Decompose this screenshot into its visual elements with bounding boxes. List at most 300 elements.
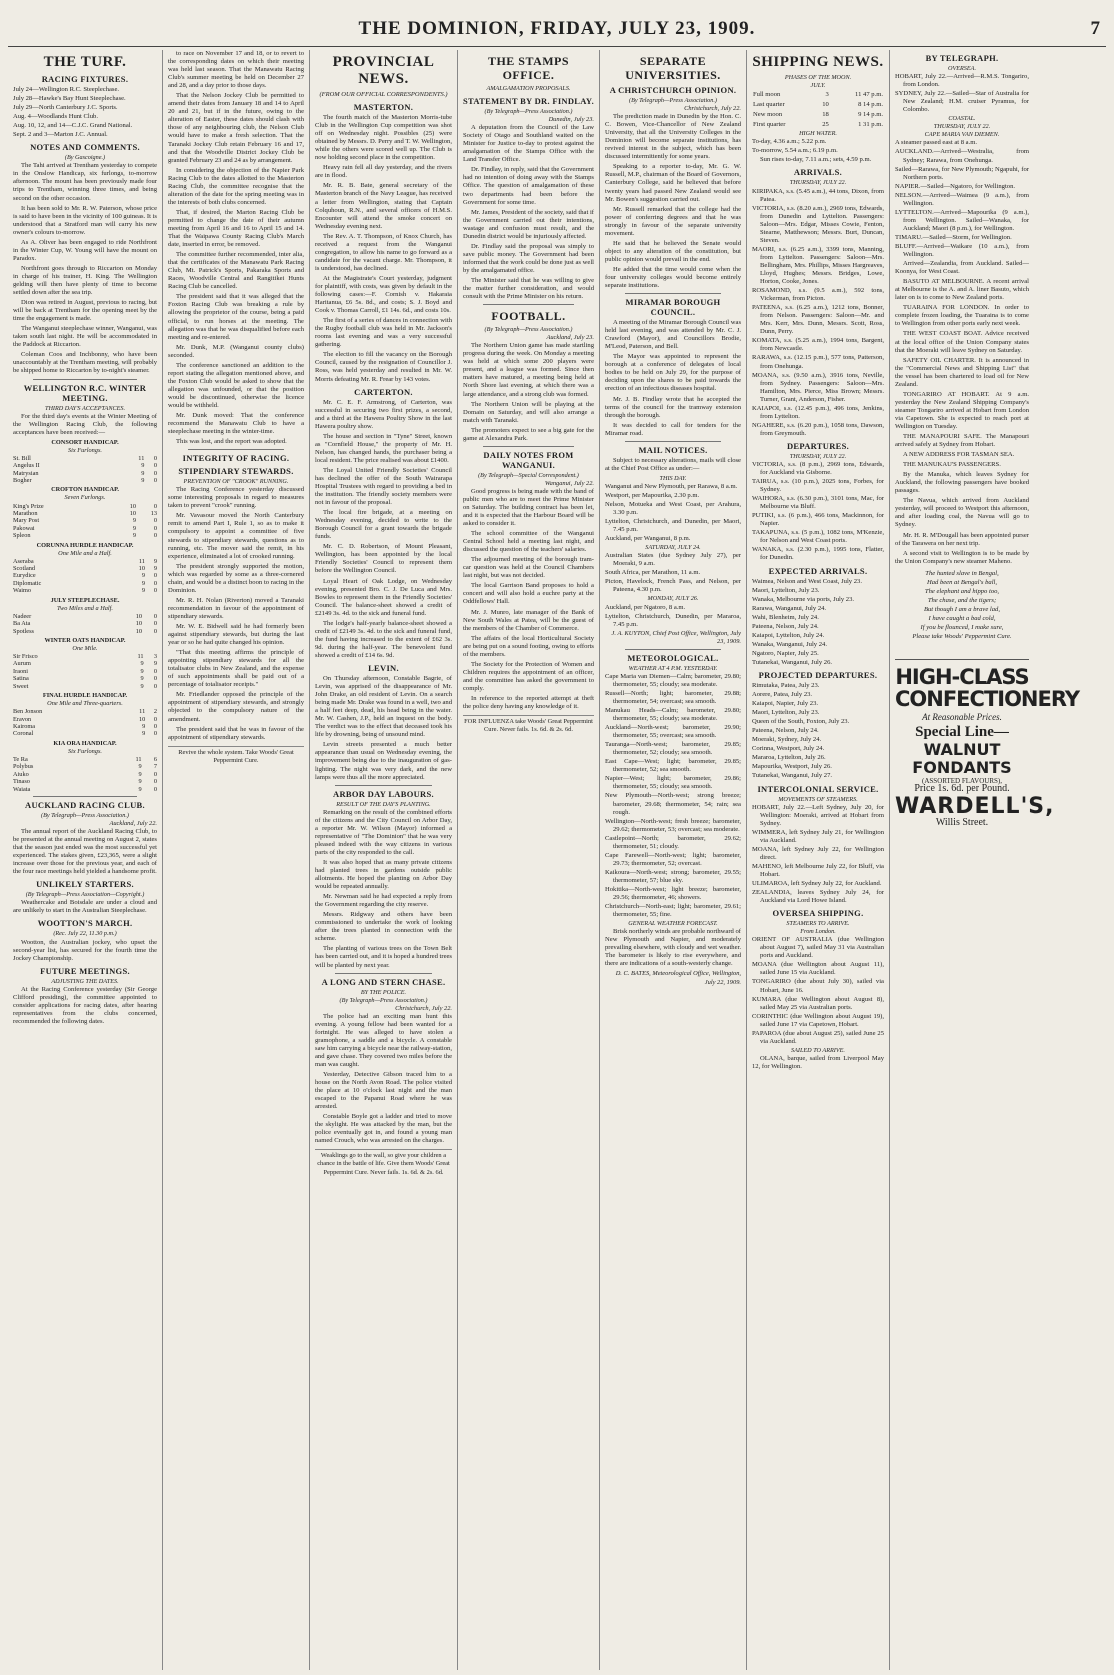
- horse-name: Spleon: [13, 532, 31, 540]
- weather-heading: WEATHER AT 4 P.M. YESTERDAY.: [628, 664, 718, 672]
- paragraph: VICTORIA, s.s. (8 p.m.), 2969 tons, Edwards, for Auckland via Gisborne.: [752, 460, 884, 477]
- paragraph: A NEW ADDRESS FOR TASMAN SEA.: [903, 451, 1015, 459]
- weight-st: 9: [142, 730, 146, 738]
- weight-st: 9: [132, 524, 137, 532]
- intercolonial-list: [752, 804, 884, 906]
- paragraph: Mr. Russell remarked that the college had the power of conferring degrees and that he was strongly in favour of the separate university movement.: [605, 205, 741, 237]
- meteorological-heading: METEOROLOGICAL.: [627, 652, 719, 663]
- horse-name: Spotless: [13, 627, 34, 635]
- masterton-body: [315, 114, 452, 384]
- table-row: [13, 763, 157, 770]
- weight-lb: 0: [153, 477, 157, 484]
- paragraph: Russell—North; light; barometer, 29.88; thermometer, 54; overcast; sea smooth.: [605, 689, 741, 705]
- paragraph: Kaiapoi, Napier, July 23.: [752, 700, 819, 708]
- unlikely-starters-heading: UNLIKELY STARTERS.: [36, 879, 134, 890]
- paragraph: TAIRUA, s.s. (10 p.m.), 2025 tons, Forbes, for Sydney.: [752, 478, 884, 494]
- sailed-text: OLANA, barque, sailed from Liverpool May 12, for Wellington.: [752, 1054, 884, 1070]
- paragraph: Mararoa, Lyttelton, July 26.: [752, 754, 826, 762]
- column-3: [310, 50, 458, 1670]
- paragraph: The Northern Union will be playing at the Domain on Saturday, and will also arrange a match with Taranaki.: [463, 400, 594, 424]
- paragraph: The Minister said that he was willing to give the matter further consideration, and would consult with the Prime Minister on his return.: [463, 276, 594, 301]
- chase-dateline: Christchurch, July 22.: [395, 1004, 452, 1012]
- telegraph-heading: BY TELEGRAPH.: [925, 53, 999, 63]
- shipping-news-items: [895, 260, 1029, 566]
- weight-lb: 0: [153, 675, 157, 683]
- arbor-day-heading: ARBOR DAY LABOURS.: [333, 788, 434, 799]
- table-row: [13, 786, 157, 793]
- table-row: [13, 525, 157, 532]
- paragraph: Dr. Findlay, in reply, said that the Government had no intention of doing away with the Stamps Office. The question of amalgamation of these two departments had been before the Government for some time.: [463, 166, 594, 206]
- paragraph: The election to fill the vacancy on the Borough Council, caused by the resignation of Councillor J. Ross, was held yesterday and resulted in Mr. W. Morris defeating Mr. R. Frear by 143 votes.: [315, 351, 452, 383]
- table-row: [13, 580, 157, 587]
- paragraph: Cape Maria van Diemen—Calm; barometer, 29.80; thermometer, 55; cloudy; sea moderate.: [605, 672, 741, 688]
- weight-lb: 0: [153, 469, 157, 477]
- integrity-heading: INTEGRITY OF RACING.: [182, 453, 290, 464]
- moon-day: 25: [822, 121, 829, 129]
- moon-day: 10: [822, 101, 829, 109]
- moon-heading: PHASES OF THE MOON.: [784, 74, 852, 81]
- arbor-day-sub: RESULT OF THE DAY'S PLANTING.: [336, 800, 431, 808]
- horse-name: Waimo: [13, 587, 32, 595]
- horse-name: Ben Jonson: [13, 708, 43, 716]
- paragraph: A meeting of the Miramar Borough Council was held last evening, and was attended by Mr. C. J. Crawford (Mayor), and Councillors Brodie, M'Leod, Paterson, and Bell.: [605, 319, 742, 351]
- arrivals-date: THURSDAY, JULY 22.: [789, 179, 847, 187]
- table-row: [13, 778, 157, 785]
- paragraph: Dr. Findlay said the proposal was simply to save public money. The Government had been informed that the work could be done just as well by the amalgamated office.: [463, 242, 594, 274]
- paragraph: The local fire brigade, at a meeting on Wednesday evening, decided to write to the Borough Council for a grant towards the brigade funds.: [315, 509, 452, 541]
- ad-assorted-flavours: (ASSORTED FLAVOURS),: [922, 777, 1002, 786]
- paragraph: As A. Oliver has been engaged to ride Northfront in the Winter Cup, W. Young will have the mount on Paradox.: [13, 238, 157, 262]
- race-table: [13, 613, 157, 635]
- paragraph: The planting of various trees on the Town Belt has been carried out, and it is hoped a hundred trees will be planted by next year.: [315, 945, 452, 969]
- paragraph: Aug. 4—Woodlands Hunt Club.: [13, 113, 99, 121]
- paragraph: Maori, Lyttelton, July 23.: [752, 586, 820, 594]
- miramar-body: [605, 319, 741, 438]
- table-row: [13, 620, 157, 627]
- ad-wardells: WARDELL'S,: [895, 794, 1055, 820]
- paragraph: Mr. Vavasour moved the North Canterbury remit to amend Part I, Rule 1, so as to make it compulsory to appoint a committee of five stewards to stipendiary stewards, questions as to running, etc. The mover said the remit, in his experience, eliminated a lot of crooked running.: [168, 512, 304, 560]
- weight-st: 9: [141, 462, 145, 470]
- paragraph: The affairs of the local Horticultural Society are being put on a sound footing, owing to efforts of the members.: [463, 634, 594, 658]
- paragraph: The hunted slave in Bengal,: [925, 569, 999, 577]
- weather-body: [605, 673, 741, 919]
- paragraph: Lyttelton, Christchurch, Dunedin, per Mararoa, 7.45 p.m.: [605, 612, 741, 628]
- race-table: [13, 558, 157, 595]
- weight-lb: 0: [153, 682, 157, 690]
- paragraph: RARAWA, s.s. (12.15 p.m.), 577 tons, Patterson, from Onehunga.: [752, 354, 884, 370]
- paragraph: Aug. 10, 12, and 14—C.J.C. Grand National.: [13, 122, 133, 130]
- paragraph: PUTIKI, s.s. (6 p.m.), 466 tons, Mackinnon, for Napier.: [752, 512, 884, 528]
- paragraph: If you be flounced, I make sure,: [920, 624, 1004, 631]
- moon-phase: Full moon: [753, 91, 781, 99]
- race-name: KIA ORA HANDICAP.: [53, 739, 117, 747]
- paragraph: TAKAPUNA, s.s. (5 p.m.), 1082 tons, M'Kenzie, for Nelson and West Coast ports.: [752, 529, 884, 545]
- horse-name: Matrysian: [13, 469, 39, 477]
- telegraph-oversea: OVERSEA.: [947, 65, 976, 72]
- weight-st: 9: [140, 675, 144, 683]
- oversea-list: [752, 936, 884, 1046]
- stamps-sub: AMALGAMATION PROPOSALS.: [486, 85, 571, 92]
- weight-st: 9: [141, 587, 145, 595]
- horse-name: Kairoma: [13, 723, 36, 730]
- divider: [188, 449, 284, 450]
- paragraph: MOANA, s.s. (9.50 a.m.), 3916 tons, Neville, from Sydney. Passengers: Saloon—Mrs. Hamilton, Mrs. Pierce, Miss Brown; Messrs. Turner, Grant, Anderson, Fisher.: [752, 371, 884, 403]
- masthead: [0, 0, 1114, 40]
- column-6: [747, 50, 890, 1670]
- weight-st: 9: [138, 785, 142, 793]
- paragraph: July 28—Hawke's Bay Hunt Steeplechase.: [13, 95, 126, 103]
- paragraph: It was decided to call for tenders for the Miramar road.: [605, 421, 741, 437]
- paragraph: NELSON.—Arrived—Waimea (9 a.m.), from Wellington.: [895, 191, 1029, 207]
- oversea-sub: STEAMERS TO ARRIVE.: [786, 920, 850, 928]
- weight-st: 9: [132, 517, 137, 525]
- adjusting-dates-text: At the Racing Conference yesterday (Sir George Clifford presiding), the committee appointed to consider applications for racing dates, after hearing representatives from the clubs concerned, recommended the following dates.: [13, 985, 157, 1025]
- paragraph: The Rev. A. T. Thompson, of Knox Church, has received a request from the Wanganui congregation, to allow his name to go forward as a candidate for the vacant charge. Mr. Thompson, it is understood, has declined.: [315, 232, 452, 272]
- wanganui-heading: DAILY NOTES FROM WANGANUI.: [483, 449, 574, 470]
- moon-phase: First quarter: [753, 121, 786, 129]
- winter-meeting-heading: WELLINGTON R.C. WINTER MEETING.: [23, 382, 147, 403]
- departures-list: [752, 461, 884, 563]
- paragraph: Heavy rain fell all day yesterday, and the rivers are in flood.: [315, 164, 452, 180]
- horse-name: Diplomatic: [13, 579, 42, 587]
- weight-lb: 0: [153, 612, 157, 620]
- paragraph: Coleman Coos and Inchbonny, who have been unaccountably at the Trentham meeting, will probably be shipped home to Riccarton by to-night's steamer.: [13, 351, 157, 375]
- wanganui-byline: (By Telegraph—Special Correspondent.): [478, 471, 579, 479]
- weight-st: 10: [135, 612, 143, 620]
- horse-name: Tinaso: [13, 778, 30, 786]
- paragraph: CORINTHIC (due Wellington about August 19), sailed June 17 via Capetown, Hobart.: [752, 1012, 884, 1028]
- expected-heading: EXPECTED ARRIVALS.: [768, 565, 868, 576]
- horse-name: Aiuko: [13, 770, 29, 778]
- ad-reasonable-prices: At Reasonable Prices.: [922, 712, 1002, 723]
- ad-special-line: Special Line—: [915, 724, 1009, 741]
- paragraph: The conference sanctioned an addition to the report stating the allegation mentioned above, and the Foxton Club would be asked to show that the allegation was unfounded, or that the position would be discontinued, otherwise the licence would be withheld.: [168, 361, 304, 409]
- table-row: [13, 470, 157, 477]
- race-distance: One Mile.: [72, 645, 98, 653]
- crook-running-heading: PREVENTION OF "CROOK" RUNNING.: [183, 478, 289, 486]
- projected-heading: PROJECTED DEPARTURES.: [758, 670, 878, 680]
- tide-heading: HIGH WATER.: [799, 130, 837, 138]
- paragraph: LYTTELTON.—Arrived—Mapourika (9 a.m.), from Wellington. Sailed—Wanaka, for Auckland; Maori (8 p.m.), for Wellington.: [895, 208, 1029, 232]
- table-row: [752, 110, 884, 120]
- divider: [625, 649, 721, 650]
- weight-st: 11: [139, 708, 146, 716]
- table-row: [13, 668, 157, 675]
- paragraph: The prediction made in Dunedin by the Hon. C. C. Bowen, Vice-Chancellor of New Zealand University, that all the University Colleges in the Dominion will become separate institutions, has revived interest in the subject, which has been discussed intermittently for some years.: [605, 113, 741, 161]
- paragraph: ZEALANDIA, leaves Sydney July 24, for Auckland via Lord Howe Island.: [752, 889, 884, 905]
- shipping-title: SHIPPING NEWS.: [752, 54, 884, 70]
- paragraph: Aorere, Patea, July 23.: [752, 691, 813, 699]
- table-row: [13, 510, 157, 517]
- chase-body: [315, 1013, 452, 1146]
- chase-by: BY THE POLICE.: [360, 988, 407, 996]
- winter-meeting-intro: For the third day's events at the Winter Meeting of the Wellington Racing Club, the following acceptances have been received:—: [13, 412, 157, 436]
- expected-list: [752, 578, 884, 667]
- winter-meeting-sub: THIRD DAY'S ACCEPTANCES.: [45, 404, 125, 412]
- table-row: [752, 120, 884, 130]
- weight-lb: 0: [153, 730, 157, 738]
- paragraph: The committee further recommended, inter alia, that the certificates of the Manawatu Park Racing Club, Mt. Patrick's Sports, Pakaraka Sports and Races, Woodville Central and Rangitikei Hunts Racing Club be cancelled.: [168, 251, 304, 291]
- forecast-text: Brisk northerly winds are probable northward of New Plymouth and Napier, and moderately prevailing elsewhere, with cloudy and wet weather. The barometer is likely to rise everywhere, and there are indications of a south-westerly change.: [605, 928, 741, 968]
- paragraph: In reference to the reported attempt at theft the police deny having any knowledge of it.: [463, 695, 594, 711]
- masterton-heading: MASTERTON.: [353, 102, 414, 113]
- paragraph: I have caught a bad cold,: [928, 614, 996, 622]
- paragraph: The fourth match of the Masterton Morris-tube Club in the Wellington Cup competition was shot off on Wednesday night. Possibles (25) were obtained by Messrs. D. Perry and T. W. Wellington, while the others were scored well up. The Club is now holding second place in the competition.: [315, 114, 452, 162]
- paragraph: Mr. C. E. F. Armstrong, of Carterton, was successful in securing two first prizes, a second, and a third at the Hawera Poultry Show in the last Hawera poultry show.: [315, 398, 452, 430]
- weight-st: 10: [135, 627, 143, 635]
- paragraph: It was also hoped that as many private citizens had planted trees in gardens outside public allotments. He hoped the planting on Arbor Day would be repeated annually.: [315, 858, 452, 891]
- paragraph: Mr. James, President of the society, said that if the Government carried out their intentions, wastage and confusion must result, and the Dunedin district would be injuriously affected.: [463, 208, 594, 240]
- forecast-signature: D. C. BATES, Meteorological Office, Wellington, July 22, 1909.: [615, 970, 741, 986]
- paragraph: A deputation from the Council of the Law Society of Otago and Southland waited on the Minister for Justice to-day to protest against the amalgamation of the Stamps Office with the Land Transfer Office.: [463, 124, 594, 164]
- unlikely-starters-text: Weathercake and Boisdale are under a cloud and are unlikely to start in the Australian Steeplechase.: [13, 899, 157, 915]
- paragraph: July 24—Wellington R.C. Steeplechase.: [13, 86, 120, 93]
- fixtures-heading: RACING FIXTURES.: [41, 74, 129, 84]
- divider: [33, 796, 137, 797]
- paragraph: Kaiapoi, Lyttelton, July 24.: [752, 631, 825, 639]
- ad-high-class: HIGH-CLASS: [895, 665, 1029, 690]
- paragraph: The president strongly supported the motion, which was regarded by some as a three-cornered chain, and would be a distinct boon to racing in the Dominion.: [168, 562, 304, 594]
- column-4: [458, 50, 600, 1670]
- football-dateline: Auckland, July 23.: [546, 334, 594, 342]
- arrivals-heading: ARRIVALS.: [793, 167, 843, 178]
- race-distance: One Mile and Three-quarters.: [47, 700, 123, 708]
- weight-lb: 0: [153, 778, 157, 786]
- column-1: [8, 50, 163, 1670]
- paragraph: PAPAROA (due about August 25), sailed June 25 via Auckland.: [752, 1029, 884, 1045]
- paragraph: It has been sold to Mr. R. W. Paterson, whose price is said to have been in the vicinity of 100 guineas. It is understood that a Stratford man will carry his new owner's colours to-morrow.: [13, 204, 157, 236]
- table-row: [13, 455, 157, 462]
- weight-st: 9: [138, 770, 142, 778]
- weight-st: 9: [140, 660, 144, 668]
- paragraph: The elephant and hippo too,: [924, 587, 1000, 595]
- notes-byline: (By Gascoigne.): [64, 154, 106, 162]
- coastal-date: THURSDAY, JULY 22.: [933, 123, 991, 131]
- moon-day: 18: [822, 111, 829, 119]
- table-row: [13, 565, 157, 572]
- paragraph: But though I am a brave lad,: [923, 605, 1000, 613]
- weight-st: 9: [142, 723, 146, 730]
- paragraph: Hokitika—North-west; light breeze; barometer, 29.56; thermometer, 46; showers.: [605, 885, 741, 902]
- auckland-rc-dateline: Auckland, July 22.: [109, 819, 157, 827]
- paragraph: Rimutaka, Patea, July 23.: [752, 682, 820, 689]
- table-row: [13, 716, 157, 723]
- wootton-byline: (Rec. July 22, 11.30 p.m.): [53, 930, 117, 938]
- paragraph: Mr. Newman said he had expected a reply from the Government regarding the city reserve.: [315, 893, 452, 909]
- weight-st: 10: [135, 620, 143, 628]
- coastal-sub: CAPE MARIA VAN DIEMEN.: [924, 131, 1000, 139]
- paragraph: to race on November 17 and 18, or to revert to the corresponding dates on which their meeting was held last season. That the Manawatu Racing Club's summer meeting be held on December 27 and 28, and a day prior to those days.: [168, 50, 304, 90]
- paragraph: KUMARA (due Wellington about August 8), sailed May 25 via Australian ports.: [752, 995, 884, 1011]
- paragraph: Moeraki, Sydney, July 24.: [752, 736, 822, 744]
- wanganui-dateline: Wanganui, July 22.: [544, 479, 594, 487]
- paragraph: Yesterday, Detective Gibson traced him to a house on the North Avon Road. The police visited the place at 10 o'clock last night and the man escaped to the Papanui Road where he was arrested.: [315, 1071, 452, 1111]
- universities-dateline: Christchurch, July 22.: [684, 105, 741, 113]
- weight-lb: 3: [153, 653, 157, 661]
- paragraph: The adjourned meeting of the borough tram-car question was held at the Council Chambers last night, but was not decided.: [463, 556, 594, 580]
- mail-notices-heading: MAIL NOTICES.: [638, 444, 708, 455]
- stamps-title: THE STAMPS OFFICE.: [487, 54, 570, 82]
- divider: [483, 446, 574, 447]
- horse-name: Satina: [13, 675, 29, 683]
- departures-heading: DEPARTURES.: [786, 440, 850, 451]
- moon-table: [752, 90, 884, 130]
- weight-st: 10: [138, 565, 145, 573]
- paragraph: Wellington—North-west; fresh breeze; barometer, 29.62; thermometer, 53; overcast; sea moderate.: [605, 817, 741, 833]
- ad-confectionery: CONFECTIONERY: [895, 687, 1080, 712]
- weight-lb: 9: [153, 660, 157, 668]
- paragraph: Tutanekai, Wanganui, July 27.: [752, 772, 833, 780]
- paragraph: The lodge's half-yearly balance-sheet showed a credit of £2149 3s. 4d. to the sick and funeral fund, the fund having increased to the extent of £62 3s. 9d. during the half-year. The benevolent fund showed a credit of £14 6s. 9d.: [315, 619, 452, 659]
- moon-time: 11 47 p.m.: [855, 91, 883, 99]
- paragraph: TONGARIRO AT HOBART. At 9 a.m. yesterday the New Zealand Shipping Company's steamer Tongariro arrived at Hobart from London via Capetown. She is expected to reach port at Wellington on Tuesday.: [895, 390, 1029, 430]
- universities-title: SEPARATE UNIVERSITIES.: [625, 54, 721, 82]
- weight-st: 11: [135, 755, 142, 763]
- paragraph: He said that he believed the Senate would object to any alteration of the constitution, but public opinion would prevail in the end.: [605, 239, 741, 263]
- column-5: [600, 50, 747, 1670]
- carterton-body: [315, 399, 452, 660]
- coastal-heading: COASTAL.: [948, 115, 976, 123]
- paragraph: Auckland, per Ngatoro, 8 a.m.: [605, 603, 686, 611]
- universities-byline: (By Telegraph—Press Association.): [629, 97, 717, 104]
- mail-this-day: THIS DAY.: [659, 474, 687, 482]
- weight-st: 11: [137, 653, 144, 661]
- weight-lb: 0: [153, 627, 157, 635]
- moon-time: 1 31 p.m.: [858, 121, 883, 129]
- weight-lb: 0: [153, 579, 157, 587]
- paragraph: To-day, 4.36 a.m.; 5.22 p.m.: [752, 138, 827, 146]
- wootton-heading: WOOTTON'S MARCH.: [37, 918, 133, 929]
- weight-lb: 0: [153, 620, 157, 628]
- paragraph: By the Manuka, which leaves Sydney for Auckland, the following passengers have booked passages.: [895, 471, 1029, 495]
- paragraph: Wanaka, Melbourne via ports, July 23.: [752, 595, 855, 603]
- provincial-title: PROVINCIAL NEWS.: [332, 54, 435, 87]
- moon-phase: Last quarter: [753, 101, 785, 109]
- mail-list-2: [605, 552, 741, 594]
- paragraph: Tauranga—North-west; barometer, 29.85; thermometer, 52; cloudy; sea smooth.: [605, 741, 741, 757]
- weight-lb: 0: [153, 524, 157, 532]
- table-row: [13, 730, 157, 737]
- football-body: [463, 342, 594, 443]
- paragraph: The Mayor was appointed to represent the borough at a conference of delegates of local bodies to be held on July 29, for the purpose of deciding upon the shares to be paid towards the erection of an infectious diseases hospital.: [605, 353, 741, 393]
- paragraph: The school committee of the Wanganui Central School held a meeting last night, and discussed the question of the teachers' salaries.: [463, 530, 594, 554]
- weight-lb: 7: [153, 763, 157, 771]
- page-number: 7: [1090, 18, 1100, 39]
- table-row: [13, 462, 157, 469]
- paragraph: SAFETY OIL CHARTER. It is announced in the "Commercial News and Shipping List" that the vessel has been chartered to load oil for New Zealand.: [895, 356, 1029, 388]
- sun-times: Sun rises to-day, 7.11 a.m.; sets, 4.59 p.m.: [760, 156, 872, 164]
- paragraph: WAIHORA, s.s. (6.30 p.m.), 3101 tons, Mac, for Melbourne via Bluff.: [752, 495, 884, 511]
- race-table: [13, 708, 157, 738]
- columns: [8, 50, 1106, 1670]
- paragraph: To-morrow, 5.54 a.m.; 6.19 p.m.: [752, 147, 838, 155]
- paragraph: Good progress is being made with the band of public men who are to meet the Prime Minister on Saturday. The building contract has been let, and it is expected that the Harbour Board will be asked to consider it.: [463, 487, 594, 528]
- moon-month: JULY.: [810, 82, 826, 90]
- paragraph: Northfront goes through to Riccarton on Monday in charge of his trainer, H. King. The Wellington gelding will then have plenty of time to become settled down after the sea trip.: [13, 264, 157, 297]
- paragraph: Mr. R. H. Nolan (Riverton) moved a Taranaki recommendation in favour of the appointment of stipendiary stewards.: [168, 596, 304, 620]
- notes-body: [13, 162, 157, 375]
- paragraph: Australian States (due Sydney July 27), per Moeraki, 9 a.m.: [605, 552, 741, 568]
- weight-st: 10: [138, 715, 146, 723]
- paragraph: Wanganui and New Plymouth, per Rarawa, 8 a.m.: [605, 482, 738, 490]
- race-table: [13, 455, 157, 485]
- paragraph: New Plymouth—North-west; strong breeze; barometer, 29.68; thermometer, 54; rain; sea rough.: [605, 792, 741, 816]
- paragraph: Arrived—Zealandia, from Auckland. Sailed—Koonya, for West Coast.: [895, 260, 1029, 276]
- turf-title: THE TURF.: [43, 54, 127, 70]
- paragraph: A steamer passed east at 8 a.m.: [895, 139, 978, 147]
- racing-conference-body: [168, 50, 304, 446]
- paragraph: Maori, Lyttelton, July 23.: [752, 709, 820, 717]
- moon-day: 3: [825, 91, 829, 99]
- race-distance: Seven Furlongs.: [64, 494, 106, 502]
- paragraph: Remarking on the result of the combined efforts of the citizens and the City Council on Arbor Day, a reporter Mr. W. Wilson (Mayor) informed a representative of "The Dominion" that he was very pleased indeed with the way citizens in various parts of the city responded to the call.: [315, 808, 452, 856]
- findlay-heading: STATEMENT BY DR. FINDLAY.: [463, 96, 595, 107]
- paragraph: MAHENO, left Melbourne July 22, for Bluff, via Hobart.: [752, 862, 884, 878]
- paragraph: Auckland—North-west; barometer, 29.90; thermometer, 55; overcast; sea smooth.: [605, 724, 741, 740]
- peppermint-ad-col4: FOR INFLUENZA take Woods' Great Peppermint Cure. Never fails. 1s. 6d. & 2s. 6d.: [463, 715, 594, 734]
- horse-name: Marathon: [13, 509, 38, 517]
- paragraph: Manukau Heads—Calm; barometer, 29.80; thermometer, 55; cloudy; sea moderate.: [605, 707, 741, 723]
- paragraph: Mr. R. B. Bate, general secretary of the Masterton branch of the Navy League, has received a letter from Wellington, stating that Captain Colquhoun, R.N., and several officers of H.M.S. Encounter will attend the smoke concert on Wednesday evening next.: [315, 182, 452, 230]
- paragraph: BASUTO AT MELBOURNE. A recent arrival at Melbourne is the A. and A. liner Basuto, which later on is to come to New Zealand ports.: [895, 278, 1029, 302]
- weight-lb: 0: [153, 723, 157, 730]
- paragraph: The president said that it was alleged that the Foxton Racing Club was breaking a rule by allowing the proprietor of the course, being a paid official, to run horses at the meeting. The allegation was that he was disqualified before each meeting and re-entered.: [168, 293, 304, 341]
- weight-lb: 0: [153, 517, 157, 525]
- paragraph: Had been at Bengal's ball,: [926, 578, 998, 586]
- wanganui-body: [463, 488, 594, 711]
- auckland-rc-byline: (By Telegraph—Press Association.): [41, 811, 129, 819]
- weight-lb: 0: [153, 770, 157, 778]
- paragraph: On Thursday afternoon, Constable Bagrie, of Levin, was apprised of the disappearance of Mr. John Drake, an old resident of Levin. On a search being made Mr. Drake was found in a well, two and a half feet deep, dead, his head being in the water. Mr. W. Cashen, J.P., held an inquest on the body. The verdict was to the effect that deceased took his life by drowning, being of unsound mind.: [315, 675, 452, 739]
- horse-name: St. Bill: [13, 454, 31, 462]
- horse-name: Eravon: [13, 715, 32, 723]
- race-name: CONSORT HANDICAP.: [51, 438, 119, 446]
- weight-lb: 0: [153, 462, 157, 470]
- paragraph: Mr. H. R. M'Dougall has been appointed purser of the Tarawera on her next trip.: [895, 531, 1029, 547]
- weight-st: 11: [138, 454, 145, 462]
- table-row: [13, 660, 157, 667]
- weight-lb: 2: [153, 708, 157, 716]
- masthead-rule: [8, 46, 1106, 47]
- adjusting-dates-heading: ADJUSTING THE DATES.: [51, 977, 119, 985]
- weight-st: 10: [129, 502, 137, 510]
- chase-telegraph: (By Telegraph—Press Association.): [339, 996, 428, 1004]
- paragraph: ORIENT OF AUSTRALIA (due Wellington about August 7), sailed May 31 via Australian ports and Auckland.: [752, 936, 884, 960]
- table-row: [13, 503, 157, 510]
- horse-name: Waiata: [13, 785, 31, 793]
- paragraph: Nelson, Motueka and West Coast, per Arahura, 3.30 p.m.: [605, 500, 741, 517]
- paragraph: PATEENA, s.s. (6.25 a.m.), 1212 tons, Bonner, from Nelson. Passengers: Saloon—Mr. and Mrs. Kerr, Mrs. Dunn, Messrs. Scott, Ross, Dunn, Perry.: [752, 304, 884, 336]
- universities-sub: A CHRISTCHURCH OPINION.: [609, 85, 737, 95]
- weight-lb: 0: [153, 667, 157, 675]
- paragraph: Please take Woods' Peppermint Cure.: [912, 633, 1012, 641]
- weight-lb: 0: [153, 454, 157, 462]
- horse-name: Coronal: [13, 730, 34, 738]
- paragraph: Constable Boyle got a ladder and tried to move the skylight. He was attacked by the man, but the police eventually got in, and found a young man named Crouch, who was arrested on the charges.: [315, 1113, 452, 1145]
- paragraph: The president said that he was in favour of the appointment of stipendiary stewards.: [168, 725, 304, 741]
- paragraph: Mr. J. B. Findlay wrote that he accepted the terms of the council for the tramway extension through the borough.: [605, 395, 741, 419]
- sailed-heading: SAILED TO ARRIVE.: [791, 1046, 845, 1054]
- weight-st: 9: [138, 763, 142, 771]
- paragraph: Dion was retired in August, previous to racing, but will be back at Trentham for the opening meet by the time the engagement is made.: [13, 299, 157, 323]
- masthead-title: THE DOMINION, FRIDAY, JULY 23, 1909.: [358, 18, 756, 39]
- paragraph: In considering the objection of the Napier Park Racing Club to the dates allotted to the Masterton Racing Club, the committee recognise that the alteration of the date for the spring meeting was in the interests of both clubs concerned.: [168, 166, 304, 206]
- race-acceptances: [13, 439, 157, 793]
- football-byline: (By Telegraph—Press Association.): [484, 326, 573, 334]
- ad-price: Price 1s. 6d. per Pound.: [914, 783, 1010, 795]
- paragraph: The Navua, which arrived from Auckland yesterday, will proceed to Westport this afternoon, and after loading coal, the Navua will go to Sydney.: [895, 497, 1029, 529]
- moon-time: 8 14 p.m.: [858, 101, 883, 109]
